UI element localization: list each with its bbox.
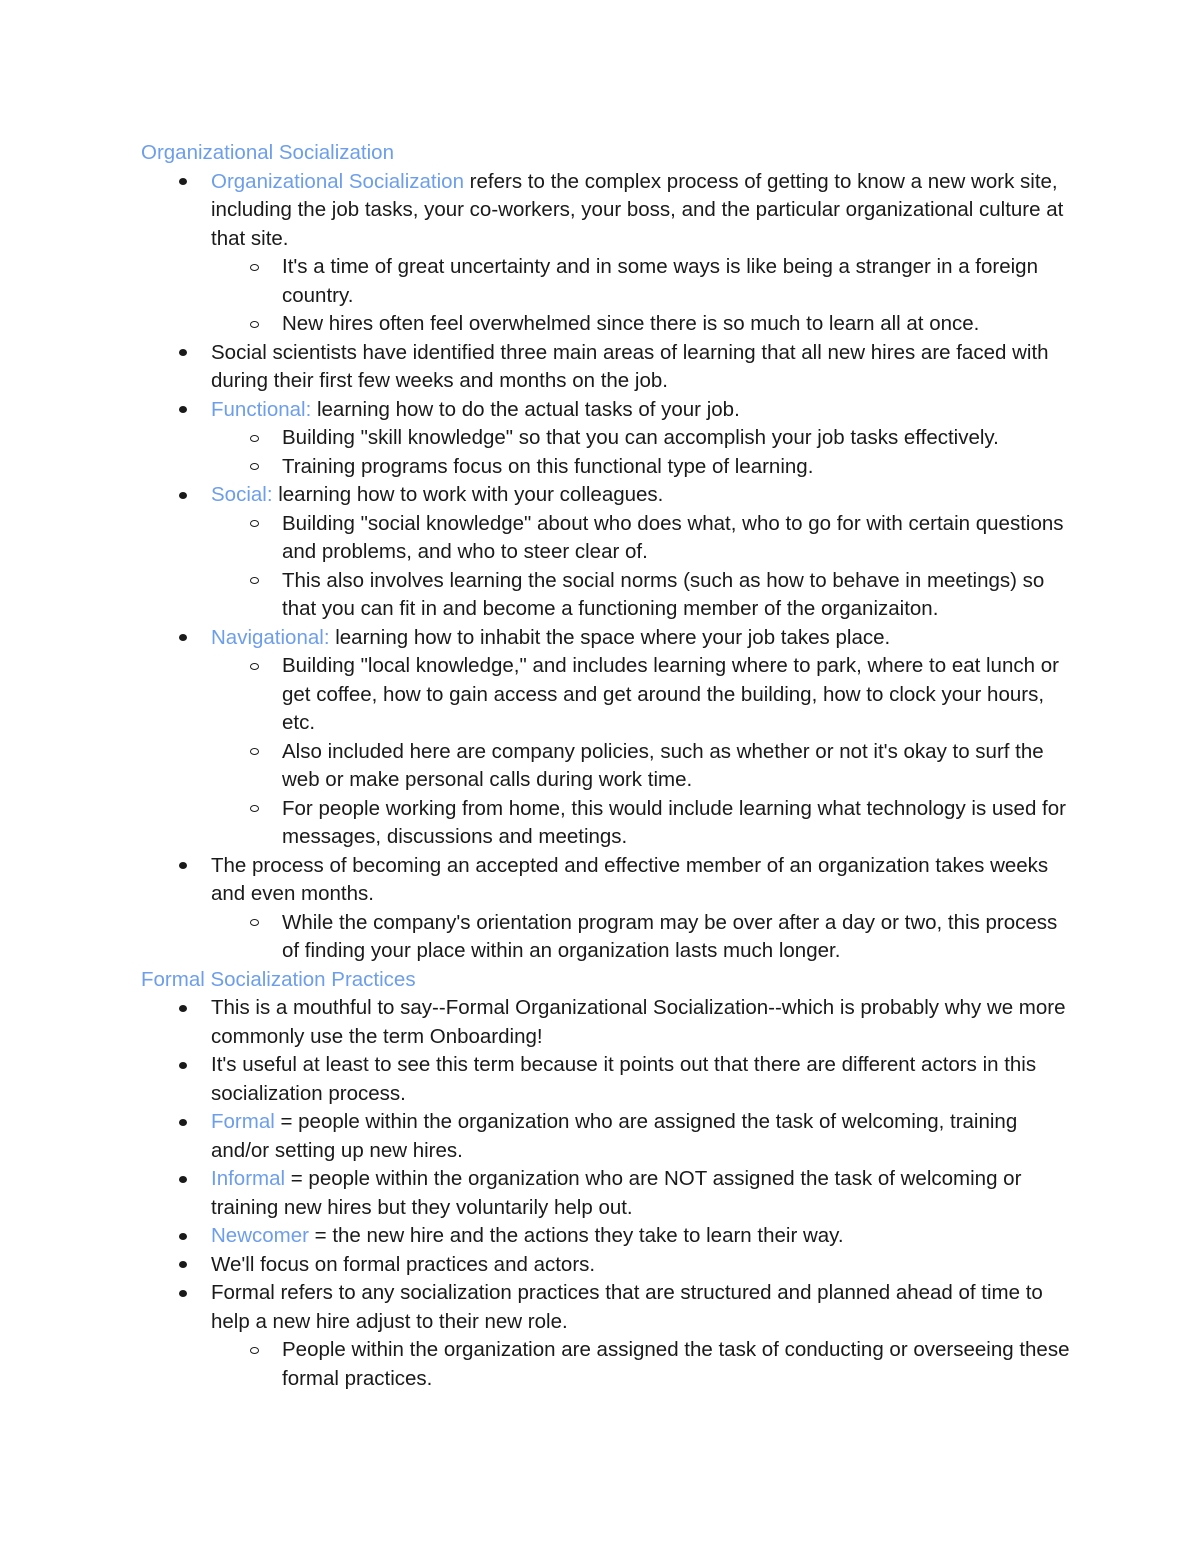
bullet-dot-icon bbox=[177, 1108, 189, 1137]
sub-list-item bbox=[141, 453, 1071, 482]
sub-list-item bbox=[141, 795, 1071, 852]
item-text: Building "local knowledge," and includes learning where to park, where to eat lunch or get coffee, how to gain access and get around the building, how to clock your hours, etc. bbox=[282, 654, 1059, 734]
item-text: The process of becoming an accepted and effective member of an organization takes weeks and even months. bbox=[211, 853, 1049, 905]
key-term: Organizational Socialization bbox=[211, 169, 464, 193]
bullet-dot-icon bbox=[177, 852, 189, 881]
list-item bbox=[141, 852, 1071, 909]
bullet-ring-icon bbox=[248, 567, 260, 596]
bullet-dot-icon bbox=[177, 396, 189, 425]
bullet-dot-icon bbox=[177, 481, 189, 510]
item-text: = people within the organization who are NOT assigned the task of welcoming or training new hires but they voluntarily help out. bbox=[211, 1167, 1022, 1219]
list-item bbox=[141, 1108, 1071, 1165]
bullet-dot-icon bbox=[177, 339, 189, 368]
bullet-dot-icon bbox=[177, 1051, 189, 1080]
list-item bbox=[141, 168, 1071, 254]
item-text: Building "skill knowledge" so that you can accomplish your job tasks effectively. bbox=[282, 426, 999, 449]
item-text: New hires often feel overwhelmed since there is so much to learn all at once. bbox=[282, 312, 980, 335]
bullet-dot-icon bbox=[177, 1279, 189, 1308]
sub-list-item bbox=[141, 1336, 1071, 1393]
list-item bbox=[141, 1279, 1071, 1336]
item-text: Also included here are company policies, such as whether or not it's okay to surf the web or make personal calls during work time. bbox=[282, 739, 1044, 791]
bullet-dot-icon bbox=[177, 994, 189, 1023]
list-item bbox=[141, 994, 1071, 1051]
bullet-dot-icon bbox=[177, 1251, 189, 1280]
item-text: It's a time of great uncertainty and in some ways is like being a stranger in a foreign country. bbox=[282, 255, 1038, 307]
sub-list-item bbox=[141, 310, 1071, 339]
item-text: People within the organization are assigned the task of conducting or overseeing these formal practices. bbox=[282, 1338, 1070, 1390]
bullet-ring-icon bbox=[248, 253, 260, 282]
bullet-ring-icon bbox=[248, 510, 260, 539]
item-text: It's useful at least to see this term because it points out that there are different actors in this socialization process. bbox=[211, 1053, 1037, 1105]
sub-list-item bbox=[141, 510, 1071, 567]
item-text: This also involves learning the social norms (such as how to behave in meetings) so that you can fit in and become a functioning member of the organizaiton. bbox=[282, 568, 1045, 620]
list-item bbox=[141, 1251, 1071, 1280]
item-text: = the new hire and the actions they take to learn their way. bbox=[308, 1224, 844, 1247]
item-text: For people working from home, this would include learning what technology is used for messages, discussions and meetings. bbox=[282, 796, 1066, 848]
bullet-ring-icon bbox=[248, 795, 260, 824]
key-term: Functional: bbox=[211, 397, 312, 421]
item-text: This is a mouthful to say--Formal Organizational Socialization--which is probably why we more commonly use the term Onboarding! bbox=[211, 996, 1066, 1048]
section-heading: Formal Socialization Practices bbox=[141, 967, 416, 991]
item-text: While the company's orientation program may be over after a day or two, this process of finding your place within an organization lasts much longer. bbox=[282, 910, 1058, 962]
key-term: Navigational: bbox=[211, 625, 330, 649]
key-term: Social: bbox=[211, 483, 273, 506]
key-term: Informal bbox=[211, 1167, 286, 1190]
bullet-ring-icon bbox=[248, 1336, 260, 1365]
item-text: refers to the complex process of getting to know a new work site, including the job tasks, your co-workers, your boss, and the particular organizational culture at that site. bbox=[211, 169, 1064, 250]
list-item bbox=[141, 396, 1071, 425]
item-text: We'll focus on formal practices and actors. bbox=[211, 1252, 596, 1276]
list-item bbox=[141, 481, 1071, 510]
sub-list-item bbox=[141, 424, 1071, 453]
item-text: learning how to do the actual tasks of your job. bbox=[311, 397, 740, 421]
sub-list-item bbox=[141, 909, 1071, 966]
item-text: = people within the organization who are assigned the task of welcoming, training and/or setting up new hires. bbox=[211, 1110, 1018, 1162]
item-text: learning how to inhabit the space where your job takes place. bbox=[329, 625, 891, 649]
sub-list-item bbox=[141, 567, 1071, 624]
key-term: Formal bbox=[211, 1110, 275, 1133]
bullet-ring-icon bbox=[248, 310, 260, 339]
item-text: Formal refers to any socialization practices that are structured and planned ahead of time to help a new hire adjust to their new role. bbox=[211, 1281, 1043, 1333]
sub-list-item bbox=[141, 652, 1071, 738]
item-text: Social scientists have identified three main areas of learning that all new hires are faced with during their first few weeks and months on the job. bbox=[211, 340, 1049, 392]
list-item bbox=[141, 1051, 1071, 1108]
sub-list-item bbox=[141, 738, 1071, 795]
sub-list-item bbox=[141, 253, 1071, 310]
list-item bbox=[141, 339, 1071, 396]
list-item bbox=[141, 624, 1071, 653]
bullet-list bbox=[141, 994, 1071, 1393]
bullet-list bbox=[141, 168, 1071, 966]
document-body bbox=[141, 139, 1071, 1393]
bullet-dot-icon bbox=[177, 624, 189, 653]
bullet-dot-icon bbox=[177, 168, 189, 197]
bullet-dot-icon bbox=[177, 1165, 189, 1194]
bullet-ring-icon bbox=[248, 738, 260, 767]
item-text: learning how to work with your colleagues. bbox=[272, 483, 664, 506]
list-item bbox=[141, 1165, 1071, 1222]
bullet-dot-icon bbox=[177, 1222, 189, 1251]
list-item bbox=[141, 1222, 1071, 1251]
bullet-ring-icon bbox=[248, 453, 260, 482]
bullet-ring-icon bbox=[248, 652, 260, 681]
key-term: Newcomer bbox=[211, 1224, 309, 1247]
bullet-ring-icon bbox=[248, 909, 260, 938]
section-heading: Organizational Socialization bbox=[141, 141, 394, 164]
item-text: Building "social knowledge" about who does what, who to go for with certain questions and problems, and who to steer clear of. bbox=[282, 511, 1064, 563]
item-text: Training programs focus on this functional type of learning. bbox=[282, 454, 814, 478]
bullet-ring-icon bbox=[248, 424, 260, 453]
